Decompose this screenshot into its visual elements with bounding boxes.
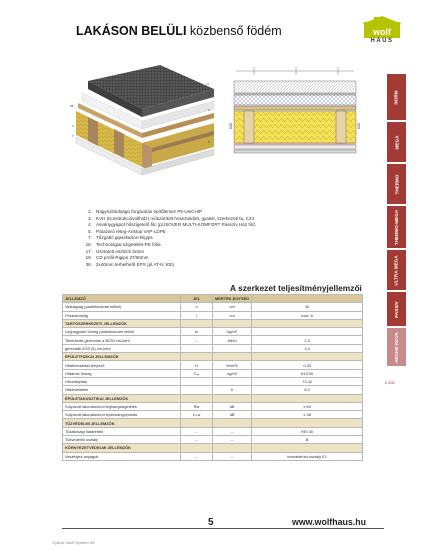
legend-item-text: Nagyszilárdságú forgácsiás építőlemez P5-UniCHIP (96, 209, 203, 214)
table-cell: Súlyozott laboratóriumi léghangszigetelés (63, 402, 181, 410)
layer-legend (80, 209, 340, 268)
product-side-tabs (387, 74, 406, 374)
table-cell (213, 394, 252, 402)
table-header-cell: JEL (181, 295, 213, 303)
legend-item-number: 5. (88, 228, 92, 234)
table-cell: Rw (181, 402, 213, 410)
table-header-cell: JELLEMZŐ (63, 295, 181, 303)
page-number: 5 (208, 517, 214, 528)
logo-house-icon (362, 16, 402, 40)
table-cell: h (181, 303, 213, 311)
legend-item-number: 7. (88, 235, 92, 241)
table-row (63, 328, 363, 336)
table-cell: – (181, 336, 213, 344)
table-cell (252, 328, 363, 336)
table-cell: Hőkésleltetés (63, 386, 181, 394)
table-row (63, 411, 363, 419)
table-cell: 3,4 (252, 344, 363, 352)
table-cell (213, 353, 252, 361)
table-cell (213, 377, 252, 385)
legend-item (80, 216, 340, 223)
legend-item-number: 17. (85, 248, 92, 254)
table-cell: TARTÓSZERKEZETI JELLEMZŐK (63, 319, 181, 327)
table-body (63, 303, 363, 461)
svg-text:17: 17 (206, 82, 210, 86)
table-cell (213, 419, 252, 427)
legend-item (80, 249, 340, 256)
table-cell: ≥ 64 (252, 402, 363, 410)
svg-text:7: 7 (72, 134, 74, 138)
table-cell: max. 6 (252, 311, 363, 319)
table-cell: dB (213, 411, 252, 419)
wolf-haus-logo (362, 16, 402, 46)
table-cell: – (213, 427, 252, 435)
table-row (63, 311, 363, 319)
table-cell: formaldehid-osztály E1 (252, 452, 363, 460)
table-row (63, 427, 363, 435)
side-tab-label: PASSIV (393, 300, 399, 318)
table-cell: Hőcsillapítás (63, 377, 181, 385)
table-cell: – (213, 452, 252, 460)
table-cell: Tűzállósági határérték (63, 427, 181, 435)
table-header-cell (252, 295, 363, 303)
table-row (63, 361, 363, 369)
legend-item-text: CD profil-Rigips 27/60mm (96, 255, 149, 261)
side-reference-value: 0,208 (385, 381, 395, 385)
table-cell (213, 344, 252, 352)
side-tab[interactable] (387, 328, 406, 366)
logo-subtext: HAUS (370, 38, 394, 44)
table-cell: dB (213, 402, 252, 410)
table-cell: ÉPÜLETFIZIKAI JELLEMZŐK (63, 353, 181, 361)
side-tab-label: THERMO (394, 174, 399, 194)
table-row (63, 336, 363, 344)
legend-item (80, 262, 340, 269)
legend-item-number: 16. (85, 241, 92, 247)
table-cell: – (181, 427, 213, 435)
table-cell: TŰZVÉDELMI JELLEMZŐK (63, 419, 181, 427)
table-row (63, 436, 363, 444)
table-group-row (63, 353, 363, 361)
svg-text:4: 4 (72, 124, 74, 128)
table-cell: kN/m (213, 336, 252, 344)
side-tab-label: THERMO-MEGA (394, 209, 399, 245)
legend-item (80, 255, 340, 262)
table-cell (181, 386, 213, 394)
table-cell: ≤ 38 (252, 411, 363, 419)
floor-isometric-illustration (68, 63, 216, 181)
table-cell: 61/100 (252, 369, 363, 377)
side-tab[interactable] (387, 74, 406, 120)
table-cell: kg/m² (213, 369, 252, 377)
side-tab[interactable] (387, 250, 406, 290)
table-cell (213, 444, 252, 452)
table-cell: h (213, 386, 252, 394)
table-row (63, 369, 363, 377)
table-cell: cm (213, 311, 252, 319)
side-tab[interactable] (387, 122, 406, 162)
legend-item (80, 235, 340, 242)
table-cell (181, 419, 213, 427)
table-cell: – (181, 436, 213, 444)
performance-table (62, 294, 363, 461)
table-cell (181, 377, 213, 385)
table-cell: Hőtároló tömeg (63, 369, 181, 377)
legend-item-number: 19. (85, 255, 92, 261)
table-cell: m (181, 328, 213, 336)
performance-subtitle: A szerkezet teljesítményjellemzői (230, 283, 362, 293)
table-cell (181, 394, 213, 402)
table-cell (181, 319, 213, 327)
table-cell: – (181, 452, 213, 460)
side-tab[interactable] (387, 292, 406, 326)
table-row (63, 344, 363, 352)
website-url[interactable]: www.wolfhaus.hu (292, 517, 366, 527)
table-cell (252, 394, 363, 402)
table-cell (252, 353, 363, 361)
table-cell (252, 444, 363, 452)
table-cell: Tűzvédelmi osztály (63, 436, 181, 444)
right-height-label: 6/20 (357, 122, 361, 129)
side-tab[interactable] (387, 164, 406, 204)
table-cell: REI 30 (252, 427, 363, 435)
table-cell: Súlyozott laboratóriumi lépéshangnyomás (63, 411, 181, 419)
svg-text:3: 3 (208, 140, 210, 144)
table-cell: l (181, 311, 213, 319)
title-bold: LAKÁSON BELÜLI (76, 24, 187, 38)
legend-item (80, 242, 340, 249)
table-cell: kg/m² (213, 328, 252, 336)
table-cell: gerendák 5/20 (5) cm-ként (63, 344, 181, 352)
table-cell: U (181, 361, 213, 369)
side-tab-label: MEGA (394, 135, 399, 149)
table-group-row (63, 419, 363, 427)
table-cell: Veszélyes anyagok (63, 452, 181, 460)
table-header-row (63, 295, 363, 303)
legend-item-number: 4. (88, 222, 92, 228)
table-cell: ÉPÜLETAKUSZTIKAI JELLEMZŐK (63, 394, 181, 402)
table-cell: 8,0 (252, 386, 363, 394)
table-cell (181, 344, 213, 352)
table-cell: 73,42 (252, 377, 363, 385)
table-row (63, 386, 363, 394)
table-cell: 2,5 (252, 336, 363, 344)
table-cell: Vastagság (padlóburkolat nélkül) (63, 303, 181, 311)
table-cell (213, 319, 252, 327)
legend-item-text: Tűzgátló gipszkarton-Rigips (96, 235, 153, 241)
left-height-label: 6/20 (229, 122, 233, 129)
table-cell: Teherbírás gerendák a 30/30 cm-ként (63, 336, 181, 344)
table-cell (252, 419, 363, 427)
table-cell (181, 444, 213, 452)
table-cell (252, 319, 363, 327)
table-cell: 40 (252, 303, 363, 311)
table-row (63, 402, 363, 410)
table-group-row (63, 444, 363, 452)
legend-item-text: Ásványgyapot hőszigetelő filc (pl.ISOVER MULTI-KOMFORT Passzív Ház filc) (96, 222, 256, 228)
table-cell: 0,30 (252, 361, 363, 369)
table-cell (181, 353, 213, 361)
table-row (63, 303, 363, 311)
table-cell: Lₙ,w (181, 411, 213, 419)
side-tab[interactable] (387, 206, 406, 248)
floor-section-drawing (226, 63, 364, 181)
table-cell: – (213, 436, 252, 444)
legend-item-number: 36. (85, 261, 92, 267)
table-cell: KÖRNYEZETVÉDELMI JELLEMZŐK (63, 444, 181, 452)
table-cell: Fesztávolság (63, 311, 181, 319)
table-header-cell: MÉRTÉK-EGYSÉG (213, 295, 252, 303)
table-cell: Legnagyobb tömeg padlóburkolat nélkül (63, 328, 181, 336)
page-title (76, 24, 282, 38)
footer-note: Gyártó: Wolf System Kft (52, 540, 95, 545)
table-group-row (63, 319, 363, 327)
legend-item (80, 209, 340, 216)
legend-item (80, 222, 340, 229)
footer-divider (62, 528, 384, 529)
legend-item-text: KVH (Konstrukcióvollholz) műszárított hossztoldott, gyalult, szerkezeti fa, C24 (96, 215, 255, 221)
table-cell: cm (213, 303, 252, 311)
table-row (63, 377, 363, 385)
svg-text:36: 36 (70, 104, 74, 108)
side-tab-label: ARCHE NOVA (394, 331, 400, 363)
side-tab-label: NORM (393, 89, 399, 105)
legend-item (80, 229, 340, 236)
table-cell: B (252, 436, 363, 444)
table-cell: W/m²K (213, 361, 252, 369)
table-row (63, 452, 363, 460)
table-cell: Hőátbocsátási tényező (63, 361, 181, 369)
title-rest: közbenső födém (186, 24, 282, 38)
table-group-row (63, 394, 363, 402)
legend-item-text: Párazáró réteg-Aristop VAP-LDPE (96, 228, 166, 234)
legend-item-number: 2. (88, 209, 92, 214)
side-tab-label: ULTRA MEGA (394, 254, 399, 286)
legend-item-text: 2x40mm terhelhető EPS (pl.AT-N 100) (96, 261, 175, 267)
table-cell: Cₘ (181, 369, 213, 377)
legend-item-number: 3. (88, 215, 92, 221)
legend-item-text: Úsztatott esztrich beton (96, 248, 145, 254)
logo-wordmark: wolf (373, 27, 391, 37)
legend-item-text: Technológiai szigetelés-PE fólia (96, 241, 161, 247)
svg-text:2: 2 (208, 108, 210, 112)
